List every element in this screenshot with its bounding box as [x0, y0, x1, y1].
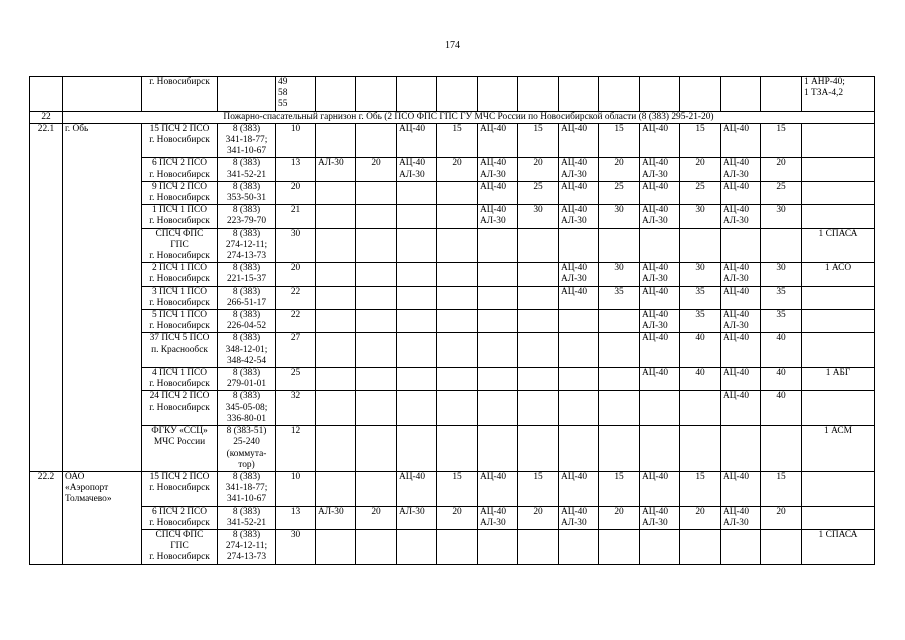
arrival-time-cell: 30: [680, 205, 721, 228]
arrival-time-cell: 15: [761, 123, 802, 158]
vehicle-cell: [721, 228, 761, 263]
vehicle-cell: [478, 426, 518, 472]
arrival-time-cell: [518, 426, 559, 472]
vehicle-cell: [316, 310, 356, 333]
arrival-time-cell: [518, 529, 559, 564]
distance-cell: 22: [276, 286, 316, 309]
vehicle-cell: [640, 77, 680, 112]
arrival-time-cell: [518, 391, 559, 426]
vehicle-cell: АЛ-30: [316, 506, 356, 529]
arrival-time-cell: [437, 368, 478, 391]
arrival-time-cell: 20: [356, 506, 397, 529]
table-row: [30, 391, 875, 426]
vehicle-cell: [478, 333, 518, 368]
fire-response-table: [29, 76, 875, 565]
arrival-time-cell: [680, 529, 721, 564]
arrival-time-cell: [761, 228, 802, 263]
fire-unit-cell: 15 ПСЧ 2 ПСО г. Новосибирск: [142, 471, 218, 506]
vehicle-cell: АЦ-40: [640, 368, 680, 391]
vehicle-cell: [478, 391, 518, 426]
fire-unit-cell: 5 ПСЧ 1 ПСО г. Новосибирск: [142, 310, 218, 333]
arrival-time-cell: 15: [599, 471, 640, 506]
vehicle-cell: [316, 286, 356, 309]
vehicle-cell: АЦ-40: [559, 123, 599, 158]
arrival-time-cell: [518, 263, 559, 286]
arrival-time-cell: 20: [761, 506, 802, 529]
arrival-time-cell: [437, 391, 478, 426]
vehicle-cell: [559, 368, 599, 391]
vehicle-cell: [478, 310, 518, 333]
distance-cell: 10: [276, 123, 316, 158]
arrival-time-cell: [599, 228, 640, 263]
vehicle-cell: АЦ-40 АЛ-30: [478, 158, 518, 181]
special-equipment-cell: [802, 506, 875, 529]
special-equipment-cell: 1 СПАСА: [802, 529, 875, 564]
vehicle-cell: [559, 228, 599, 263]
arrival-time-cell: [518, 286, 559, 309]
arrival-time-cell: 30: [761, 205, 802, 228]
fire-unit-cell: 6 ПСЧ 2 ПСО г. Новосибирск: [142, 506, 218, 529]
vehicle-cell: [397, 205, 437, 228]
arrival-time-cell: 25: [518, 181, 559, 204]
table-row: [30, 333, 875, 368]
vehicle-cell: [397, 529, 437, 564]
arrival-time-cell: [437, 286, 478, 309]
vehicle-cell: АЦ-40 АЛ-30: [559, 506, 599, 529]
fire-unit-cell: 9 ПСЧ 2 ПСО г. Новосибирск: [142, 181, 218, 204]
arrival-time-cell: 15: [680, 123, 721, 158]
distance-cell: 10: [276, 471, 316, 506]
arrival-time-cell: 15: [437, 123, 478, 158]
arrival-time-cell: 30: [761, 263, 802, 286]
fire-unit-cell: 24 ПСЧ 2 ПСО г. Новосибирск: [142, 391, 218, 426]
arrival-time-cell: [437, 77, 478, 112]
protected-object-cell: ОАО «Аэропорт Толмачево»: [63, 471, 142, 564]
arrival-time-cell: [518, 368, 559, 391]
vehicle-cell: [559, 529, 599, 564]
fire-unit-cell: 15 ПСЧ 2 ПСО г. Новосибирск: [142, 123, 218, 158]
special-equipment-cell: 1 АСО: [802, 263, 875, 286]
vehicle-cell: АЦ-40: [721, 123, 761, 158]
arrival-time-cell: 30: [599, 263, 640, 286]
vehicle-cell: АЦ-40: [721, 471, 761, 506]
vehicle-cell: [316, 123, 356, 158]
phone-cell: 8 (383) 266-51-17: [218, 286, 276, 309]
vehicle-cell: [316, 426, 356, 472]
arrival-time-cell: 30: [599, 205, 640, 228]
distance-cell: 30: [276, 529, 316, 564]
table-row: [30, 529, 875, 564]
fire-unit-cell: 2 ПСЧ 1 ПСО г. Новосибирск: [142, 263, 218, 286]
fire-unit-cell: г. Новосибирск: [142, 77, 218, 112]
vehicle-cell: [559, 310, 599, 333]
arrival-time-cell: 35: [599, 286, 640, 309]
arrival-time-cell: [680, 391, 721, 426]
arrival-time-cell: 40: [761, 391, 802, 426]
vehicle-cell: АЦ-40 АЛ-30: [721, 205, 761, 228]
table-row: [30, 123, 875, 158]
arrival-time-cell: [761, 529, 802, 564]
vehicle-cell: АЦ-40 АЛ-30: [721, 310, 761, 333]
vehicle-cell: [640, 529, 680, 564]
arrival-time-cell: [599, 368, 640, 391]
vehicle-cell: АЦ-40 АЛ-30: [640, 263, 680, 286]
vehicle-cell: АЦ-40: [640, 181, 680, 204]
vehicle-cell: АЦ-40: [640, 286, 680, 309]
arrival-time-cell: [599, 529, 640, 564]
arrival-time-cell: 35: [761, 310, 802, 333]
arrival-time-cell: [599, 77, 640, 112]
table-row: [30, 158, 875, 181]
vehicle-cell: АЦ-40: [640, 471, 680, 506]
fire-unit-cell: ФГКУ «ССЦ» МЧС России: [142, 426, 218, 472]
vehicle-cell: АЦ-40 АЛ-30: [559, 205, 599, 228]
arrival-time-cell: 40: [680, 333, 721, 368]
garrison-title-cell: Пожарно-спасательный гарнизон г. Обь (2 ПСО ФПС ГПС ГУ МЧС России по Новосибирской области (8 (383) 295-21-20): [63, 111, 875, 123]
phone-cell: 8 (383) 348-12-01; 348-42-54: [218, 333, 276, 368]
distance-cell: 13: [276, 158, 316, 181]
arrival-time-cell: 15: [761, 471, 802, 506]
table-row: [30, 368, 875, 391]
arrival-time-cell: [437, 333, 478, 368]
vehicle-cell: [316, 368, 356, 391]
section-number-cell: 22.1: [30, 123, 63, 471]
distance-cell: 22: [276, 310, 316, 333]
vehicle-cell: [316, 391, 356, 426]
vehicle-cell: [478, 228, 518, 263]
arrival-time-cell: [437, 228, 478, 263]
fire-unit-cell: СПСЧ ФПС ГПС г. Новосибирск: [142, 228, 218, 263]
table-row: [30, 506, 875, 529]
special-equipment-cell: 1 АНР-40; 1 ТЗА-4,2: [802, 77, 875, 112]
garrison-number-cell: 22: [30, 111, 63, 123]
vehicle-cell: [559, 426, 599, 472]
arrival-time-cell: 20: [437, 506, 478, 529]
arrival-time-cell: 15: [599, 123, 640, 158]
vehicle-cell: АЦ-40 АЛ-30: [478, 205, 518, 228]
phone-cell: 8 (383) 341-52-21: [218, 506, 276, 529]
vehicle-cell: [559, 333, 599, 368]
arrival-time-cell: 15: [437, 471, 478, 506]
distance-cell: 32: [276, 391, 316, 426]
distance-cell: 21: [276, 205, 316, 228]
vehicle-cell: АЦ-40: [721, 181, 761, 204]
table-row: [30, 471, 875, 506]
section-number-cell: [30, 77, 63, 112]
arrival-time-cell: 20: [599, 158, 640, 181]
distance-cell: 30: [276, 228, 316, 263]
section-number-cell: 22.2: [30, 471, 63, 564]
vehicle-cell: АЦ-40 АЛ-30: [640, 310, 680, 333]
vehicle-cell: [559, 77, 599, 112]
phone-cell: 8 (383) 274-12-11; 274-13-73: [218, 529, 276, 564]
arrival-time-cell: 35: [680, 286, 721, 309]
vehicle-cell: [316, 263, 356, 286]
vehicle-cell: [397, 426, 437, 472]
phone-cell: 8 (383) 345-05-08; 336-80-01: [218, 391, 276, 426]
arrival-time-cell: [356, 333, 397, 368]
arrival-time-cell: [437, 426, 478, 472]
arrival-time-cell: 15: [518, 471, 559, 506]
arrival-time-cell: [356, 263, 397, 286]
vehicle-cell: [397, 286, 437, 309]
phone-cell: 8 (383) 341-52-21: [218, 158, 276, 181]
special-equipment-cell: [802, 391, 875, 426]
table-row: [30, 228, 875, 263]
arrival-time-cell: [356, 368, 397, 391]
arrival-time-cell: 20: [437, 158, 478, 181]
vehicle-cell: АЦ-40: [721, 333, 761, 368]
vehicle-cell: [397, 333, 437, 368]
vehicle-cell: АЦ-40 АЛ-30: [721, 158, 761, 181]
arrival-time-cell: [437, 263, 478, 286]
vehicle-cell: [397, 181, 437, 204]
fire-unit-cell: 6 ПСЧ 2 ПСО г. Новосибирск: [142, 158, 218, 181]
phone-cell: [218, 77, 276, 112]
arrival-time-cell: 20: [599, 506, 640, 529]
special-equipment-cell: [802, 471, 875, 506]
vehicle-cell: [640, 426, 680, 472]
vehicle-cell: [316, 77, 356, 112]
special-equipment-cell: [802, 205, 875, 228]
phone-cell: 8 (383) 274-12-11; 274-13-73: [218, 228, 276, 263]
vehicle-cell: [721, 426, 761, 472]
phone-cell: 8 (383-51) 25-240 (коммута- тор): [218, 426, 276, 472]
fire-unit-cell: 1 ПСЧ 1 ПСО г. Новосибирск: [142, 205, 218, 228]
special-equipment-cell: [802, 158, 875, 181]
vehicle-cell: [397, 263, 437, 286]
arrival-time-cell: 20: [356, 158, 397, 181]
vehicle-cell: АЦ-40 АЛ-30: [640, 205, 680, 228]
arrival-time-cell: [437, 310, 478, 333]
vehicle-cell: АЦ-40 АЛ-30: [721, 263, 761, 286]
vehicle-cell: [640, 228, 680, 263]
vehicle-cell: [397, 310, 437, 333]
arrival-time-cell: [356, 391, 397, 426]
phone-cell: 8 (383) 223-79-70: [218, 205, 276, 228]
arrival-time-cell: [356, 529, 397, 564]
special-equipment-cell: [802, 286, 875, 309]
vehicle-cell: АЛ-30: [316, 158, 356, 181]
arrival-time-cell: [437, 181, 478, 204]
vehicle-cell: АЦ-40: [640, 123, 680, 158]
vehicle-cell: АЦ-40: [397, 123, 437, 158]
vehicle-cell: [721, 77, 761, 112]
special-equipment-cell: [802, 181, 875, 204]
table-row: [30, 310, 875, 333]
table-row: [30, 426, 875, 472]
arrival-time-cell: 20: [680, 158, 721, 181]
vehicle-cell: [316, 205, 356, 228]
arrival-time-cell: 35: [761, 286, 802, 309]
vehicle-cell: [478, 263, 518, 286]
distance-cell: 13: [276, 506, 316, 529]
garrison-header-row: [30, 111, 875, 123]
vehicle-cell: АЦ-40: [640, 333, 680, 368]
vehicle-cell: АЦ-40 АЛ-30: [640, 506, 680, 529]
vehicle-cell: АЦ-40: [559, 286, 599, 309]
distance-cell: 20: [276, 181, 316, 204]
vehicle-cell: [316, 181, 356, 204]
fire-unit-cell: 37 ПСЧ 5 ПСО п. Краснообск: [142, 333, 218, 368]
vehicle-cell: АЛ-30: [397, 506, 437, 529]
special-equipment-cell: 1 АБГ: [802, 368, 875, 391]
vehicle-cell: [559, 391, 599, 426]
vehicle-cell: [721, 529, 761, 564]
arrival-time-cell: 25: [599, 181, 640, 204]
table-row: [30, 286, 875, 309]
arrival-time-cell: [356, 205, 397, 228]
special-equipment-cell: [802, 310, 875, 333]
arrival-time-cell: [599, 391, 640, 426]
vehicle-cell: АЦ-40 АЛ-30: [640, 158, 680, 181]
vehicle-cell: [397, 391, 437, 426]
phone-cell: 8 (383) 221-15-37: [218, 263, 276, 286]
arrival-time-cell: 40: [680, 368, 721, 391]
vehicle-cell: [478, 368, 518, 391]
vehicle-cell: [478, 286, 518, 309]
arrival-time-cell: 25: [680, 181, 721, 204]
phone-cell: 8 (383) 341-18-77; 341-10-67: [218, 123, 276, 158]
arrival-time-cell: [356, 181, 397, 204]
phone-cell: 8 (383) 353-50-31: [218, 181, 276, 204]
arrival-time-cell: [599, 426, 640, 472]
vehicle-cell: [397, 77, 437, 112]
arrival-time-cell: [518, 228, 559, 263]
table-row: [30, 77, 875, 112]
arrival-time-cell: [356, 471, 397, 506]
arrival-time-cell: 40: [761, 333, 802, 368]
arrival-time-cell: 20: [680, 506, 721, 529]
arrival-time-cell: 25: [761, 181, 802, 204]
vehicle-cell: АЦ-40: [478, 123, 518, 158]
special-equipment-cell: 1 АСМ: [802, 426, 875, 472]
distance-cell: 12: [276, 426, 316, 472]
distance-cell: 49 58 55: [276, 77, 316, 112]
phone-cell: 8 (383) 226-04-52: [218, 310, 276, 333]
distance-cell: 20: [276, 263, 316, 286]
vehicle-cell: АЦ-40: [559, 181, 599, 204]
arrival-time-cell: 20: [518, 506, 559, 529]
arrival-time-cell: [518, 333, 559, 368]
table-row: [30, 181, 875, 204]
arrival-time-cell: [680, 228, 721, 263]
arrival-time-cell: [437, 529, 478, 564]
vehicle-cell: [316, 333, 356, 368]
arrival-time-cell: [356, 286, 397, 309]
vehicle-cell: [316, 228, 356, 263]
fire-unit-cell: СПСЧ ФПС ГПС г. Новосибирск: [142, 529, 218, 564]
vehicle-cell: АЦ-40: [559, 471, 599, 506]
arrival-time-cell: 15: [518, 123, 559, 158]
table-row: [30, 205, 875, 228]
arrival-time-cell: [356, 77, 397, 112]
table-row: [30, 263, 875, 286]
vehicle-cell: [316, 529, 356, 564]
distance-cell: 25: [276, 368, 316, 391]
arrival-time-cell: [518, 310, 559, 333]
arrival-time-cell: [437, 205, 478, 228]
protected-object-cell: г. Обь: [63, 123, 142, 471]
arrival-time-cell: 15: [680, 471, 721, 506]
vehicle-cell: [478, 529, 518, 564]
arrival-time-cell: [599, 310, 640, 333]
fire-unit-cell: 3 ПСЧ 1 ПСО г. Новосибирск: [142, 286, 218, 309]
page-number: 174: [445, 40, 460, 51]
arrival-time-cell: 20: [761, 158, 802, 181]
vehicle-cell: АЦ-40 АЛ-30: [397, 158, 437, 181]
arrival-time-cell: [356, 228, 397, 263]
vehicle-cell: АЦ-40: [478, 471, 518, 506]
arrival-time-cell: [761, 77, 802, 112]
arrival-time-cell: [518, 77, 559, 112]
arrival-time-cell: 35: [680, 310, 721, 333]
vehicle-cell: [397, 368, 437, 391]
vehicle-cell: [397, 228, 437, 263]
vehicle-cell: АЦ-40 АЛ-30: [478, 506, 518, 529]
arrival-time-cell: 40: [761, 368, 802, 391]
vehicle-cell: АЦ-40: [721, 391, 761, 426]
vehicle-cell: АЦ-40 АЛ-30: [559, 263, 599, 286]
protected-object-cell: [63, 77, 142, 112]
vehicle-cell: [478, 77, 518, 112]
special-equipment-cell: [802, 333, 875, 368]
arrival-time-cell: 30: [518, 205, 559, 228]
arrival-time-cell: [356, 426, 397, 472]
arrival-time-cell: [599, 333, 640, 368]
arrival-time-cell: 30: [680, 263, 721, 286]
arrival-time-cell: [761, 426, 802, 472]
arrival-time-cell: [356, 123, 397, 158]
vehicle-cell: АЦ-40: [397, 471, 437, 506]
vehicle-cell: АЦ-40: [478, 181, 518, 204]
vehicle-cell: АЦ-40 АЛ-30: [559, 158, 599, 181]
vehicle-cell: АЦ-40: [721, 368, 761, 391]
vehicle-cell: [640, 391, 680, 426]
special-equipment-cell: [802, 123, 875, 158]
vehicle-cell: АЦ-40: [721, 286, 761, 309]
special-equipment-cell: 1 СПАСА: [802, 228, 875, 263]
vehicle-cell: [316, 471, 356, 506]
phone-cell: 8 (383) 279-01-01: [218, 368, 276, 391]
vehicle-cell: АЦ-40 АЛ-30: [721, 506, 761, 529]
arrival-time-cell: [680, 426, 721, 472]
arrival-time-cell: [680, 77, 721, 112]
arrival-time-cell: [356, 310, 397, 333]
phone-cell: 8 (383) 341-18-77; 341-10-67: [218, 471, 276, 506]
fire-unit-cell: 4 ПСЧ 1 ПСО г. Новосибирск: [142, 368, 218, 391]
arrival-time-cell: 20: [518, 158, 559, 181]
distance-cell: 27: [276, 333, 316, 368]
